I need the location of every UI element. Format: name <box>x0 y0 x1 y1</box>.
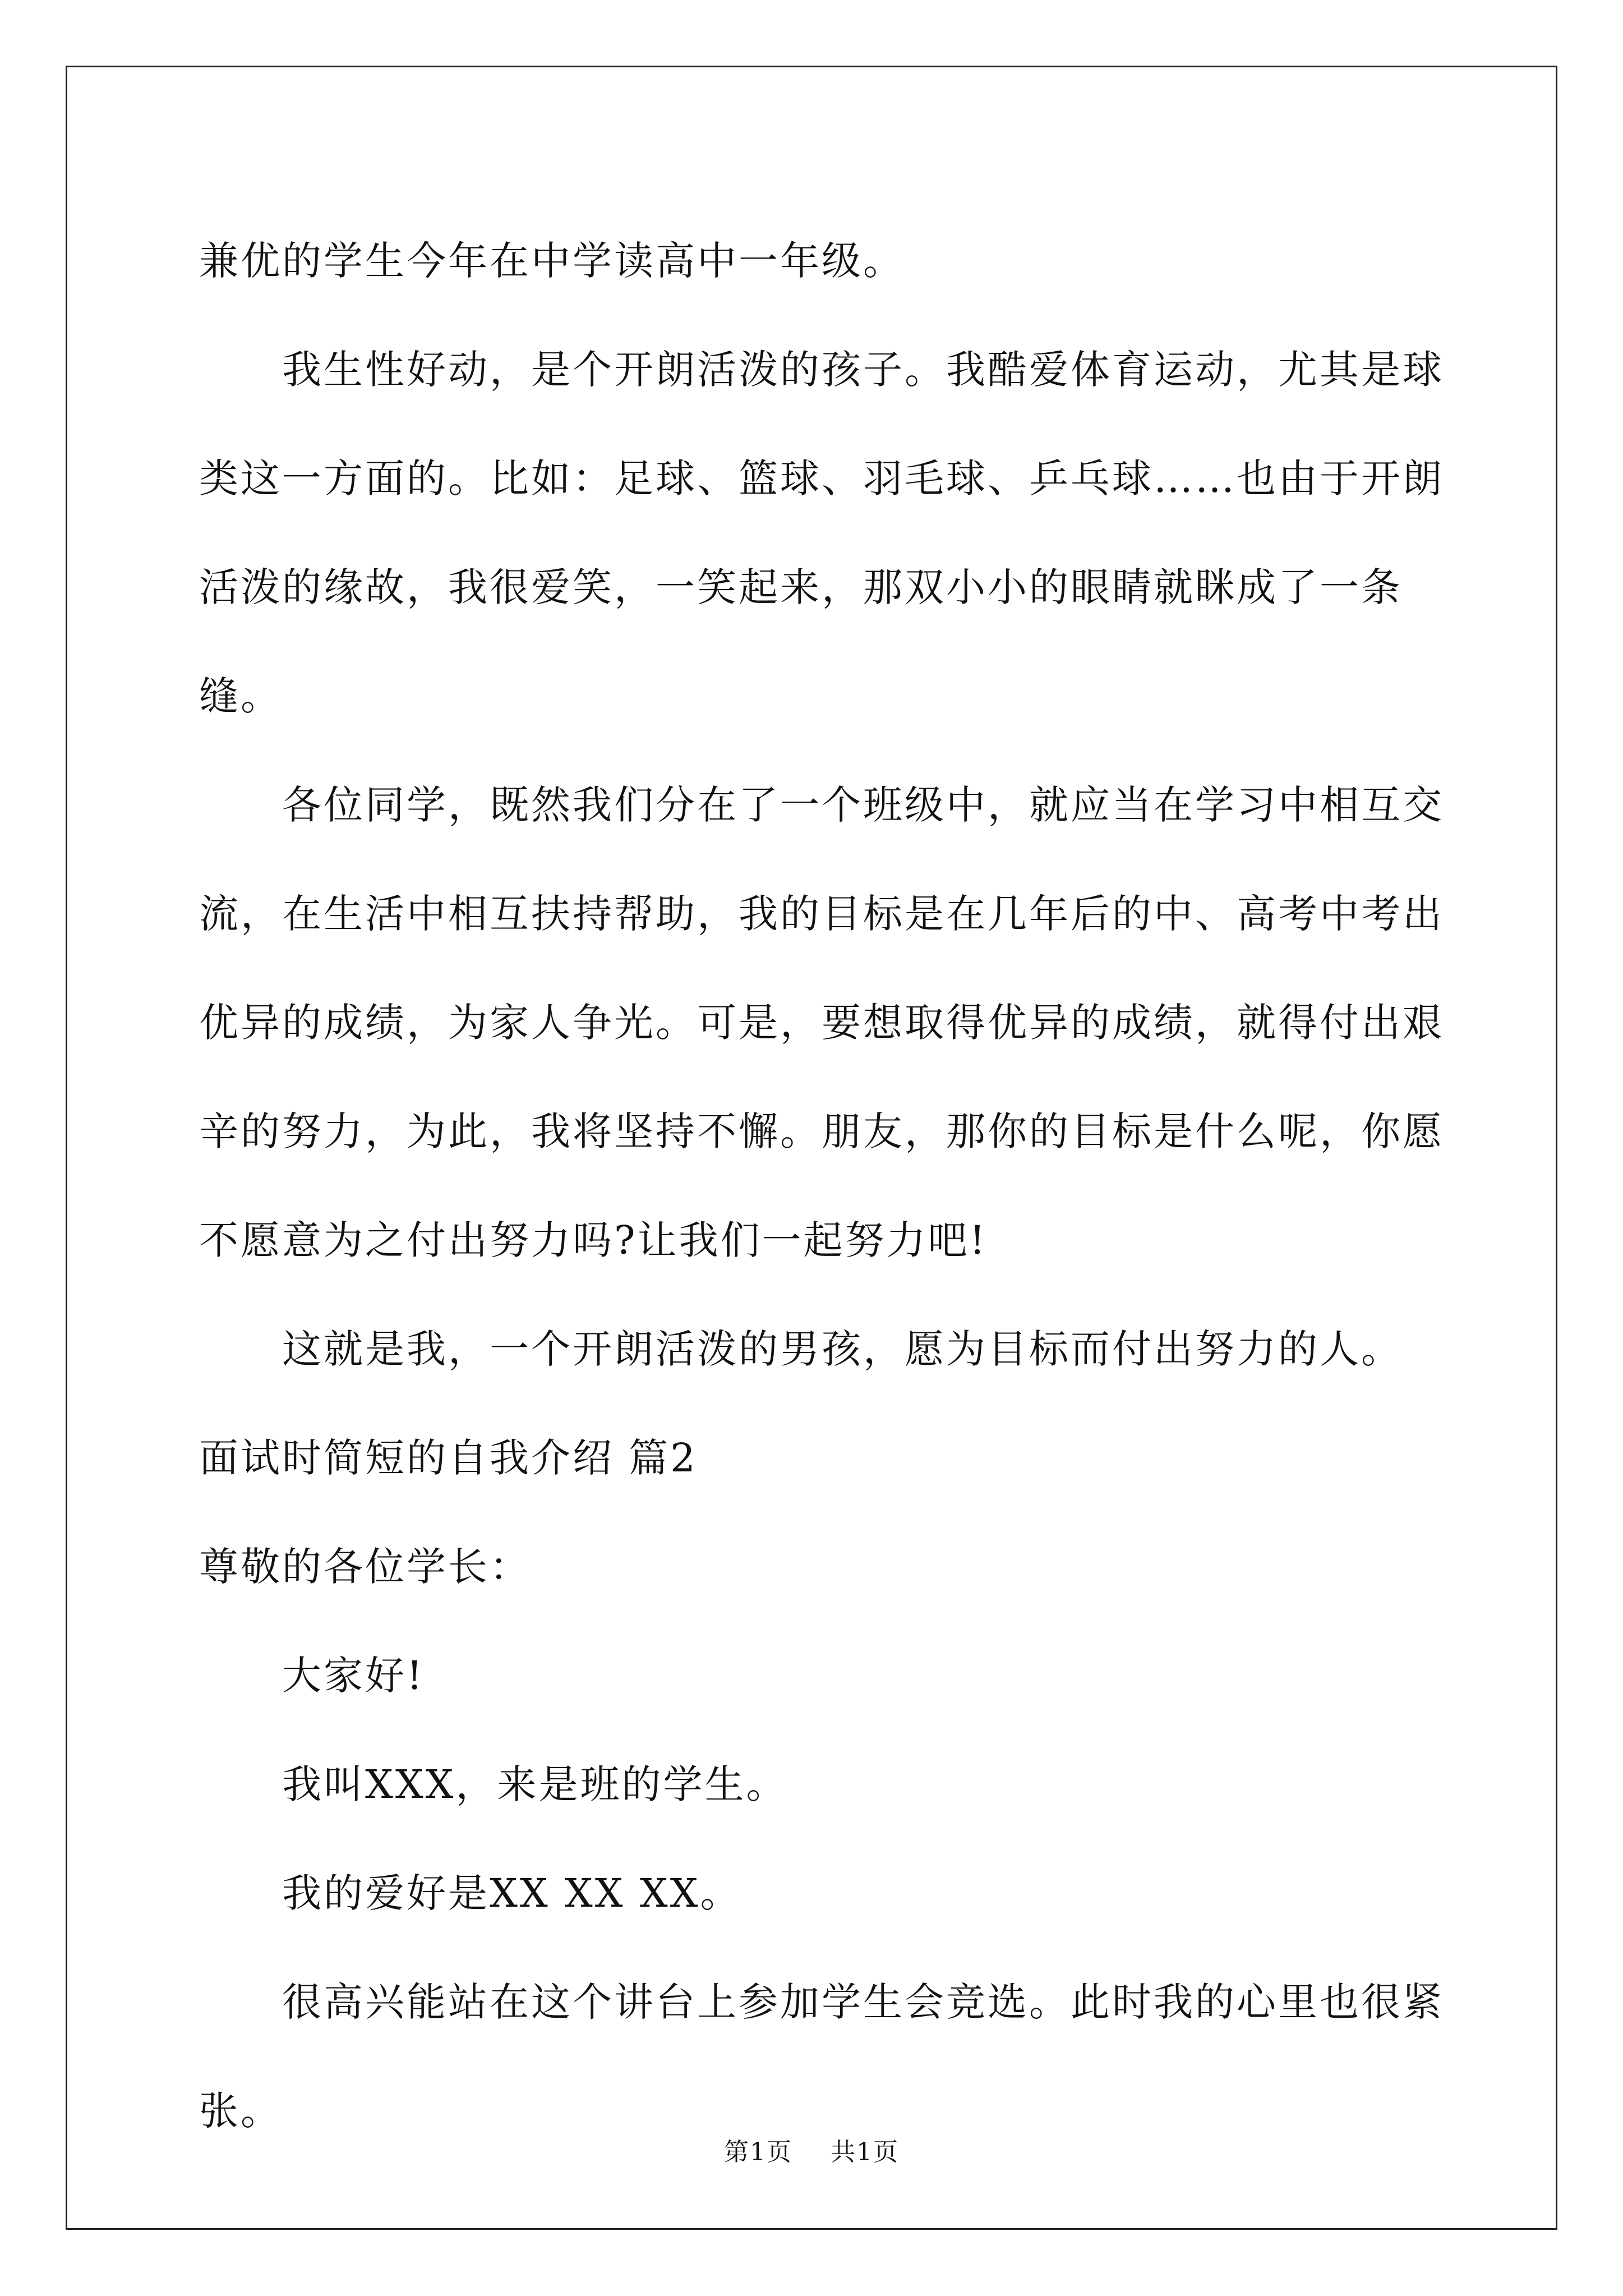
paragraph-4: 这就是我，一个开朗活泼的男孩，愿为目标而付出努力的人。 <box>282 1326 1403 1372</box>
greeting: 大家好! <box>282 1653 425 1699</box>
paragraph-1: 兼优的学生今年在中学读高中一年级。 <box>199 238 905 284</box>
section-heading: 面试时简短的自我介绍 篇2 <box>199 1435 698 1481</box>
paragraph-3: 各位同学，既然我们分在了一个班级中，就应当在学习中相互交流，在生活中相互扶持帮助，我的目标是在几年后的中、高考中考出优异的成绩，为家人争光。可是，要想取得优异的成绩，就得付出艰辛的努力，为此，我将坚持不懈。朋友，那你的目标是什么呢，你愿不愿意为之付出努力吗?让我们一起努力吧! <box>199 782 1444 1263</box>
salutation: 尊敬的各位学长： <box>199 1544 531 1590</box>
paragraph-nervous: 很高兴能站在这个讲台上参加学生会竞选。此时我的心里也很紧张。 <box>199 1979 1444 2134</box>
page-number-total: 共1页 <box>831 2138 899 2166</box>
paragraph-2: 我生性好动，是个开朗活泼的孩子。我酷爱体育运动，尤其是球类这一方面的。比如：足球、篮球、羽毛球、乒乓球……也由于开朗活泼的缘故，我很爱笑，一笑起来，那双小小的眼睛就眯成了一条缝。 <box>199 347 1444 719</box>
page-footer <box>0 2132 1623 2168</box>
page-number-current: 第1页 <box>724 2138 792 2166</box>
paragraph-hobby: 我的爱好是XX XX XX。 <box>282 1870 742 1916</box>
document-body <box>199 206 1455 2165</box>
paragraph-name: 我叫XXX，来是班的学生。 <box>282 1761 788 1807</box>
